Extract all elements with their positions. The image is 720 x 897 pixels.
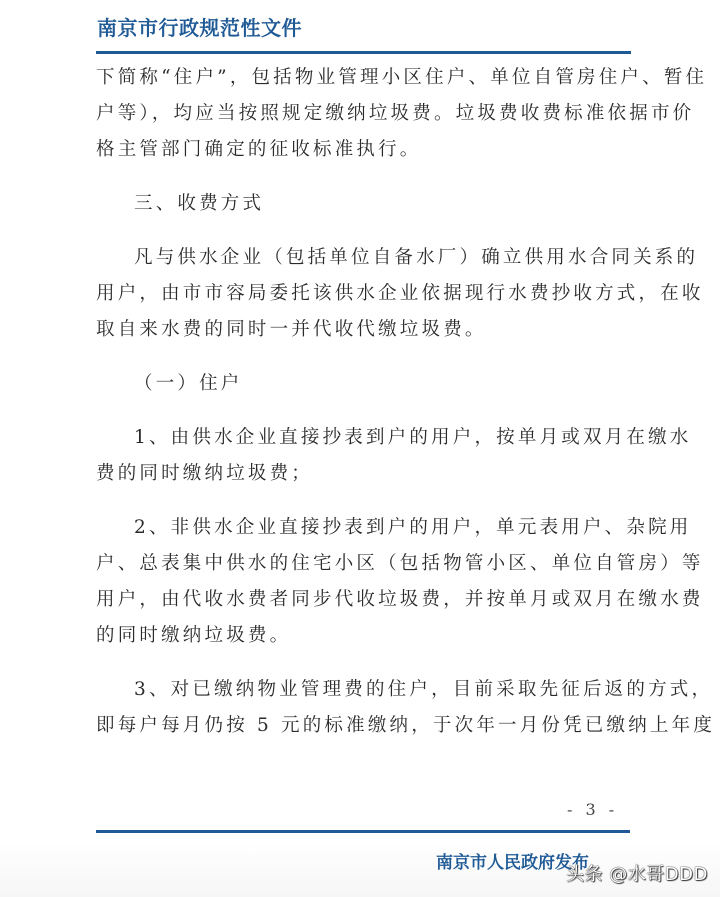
paragraph-line: 取自来水费的同时一并代收代缴垃圾费。 [96,319,487,340]
paragraph-line: 下简称“住户”，包括物业管理小区住户、单位自管房住户、暂住 [96,67,708,88]
section-heading: 三、收费方式 [134,193,265,214]
subsection-heading: （一）住户 [134,373,243,394]
list-item-2-line: 的同时缴纳垃圾费。 [96,625,292,646]
list-item-1-line: 1、由供水企业直接抄表到户的用户，按单月或双月在缴水 [134,427,692,448]
list-item-2-line: 用户，由代收水费者同步代收垃圾费，并按单月或双月在缴水费 [96,589,704,610]
paragraph-line: 凡与供水企业（包括单位自备水厂）确立供用水合同关系的 [134,247,699,268]
document-header-title: 南京市行政规范性文件 [97,16,302,40]
header-divider [96,51,631,54]
document-body [96,60,716,744]
list-item-3-line: 即每户每月仍按 5 元的标准缴纳，于次年一月份凭已缴纳上年度 [96,715,716,736]
publisher-label: 南京市人民政府发布 [436,853,589,873]
watermark-label: 头条 @水哥DDD [566,864,708,885]
page-number: - 3 - [567,800,619,819]
paragraph-line: 用户，由市市容局委托该供水企业依据现行水费抄收方式，在收 [96,283,704,304]
list-item-2-line: 2、非供水企业直接抄表到户的用户，单元表用户、杂院用 [134,517,692,538]
paragraph-line: 户等），均应当按照规定缴纳垃圾费。垃圾费收费标准依据市价 [96,103,695,124]
list-item-3-line: 3、对已缴纳物业管理费的住户，目前采取先征后返的方式， [134,679,714,700]
list-item-2-line: 户、总表集中供水的住宅小区（包括物管小区、单位自管房）等 [96,553,704,574]
list-item-1-line: 费的同时缴纳垃圾费； [96,463,314,484]
footer-divider [96,830,630,833]
paragraph-line: 格主管部门确定的征收标准执行。 [96,139,422,160]
